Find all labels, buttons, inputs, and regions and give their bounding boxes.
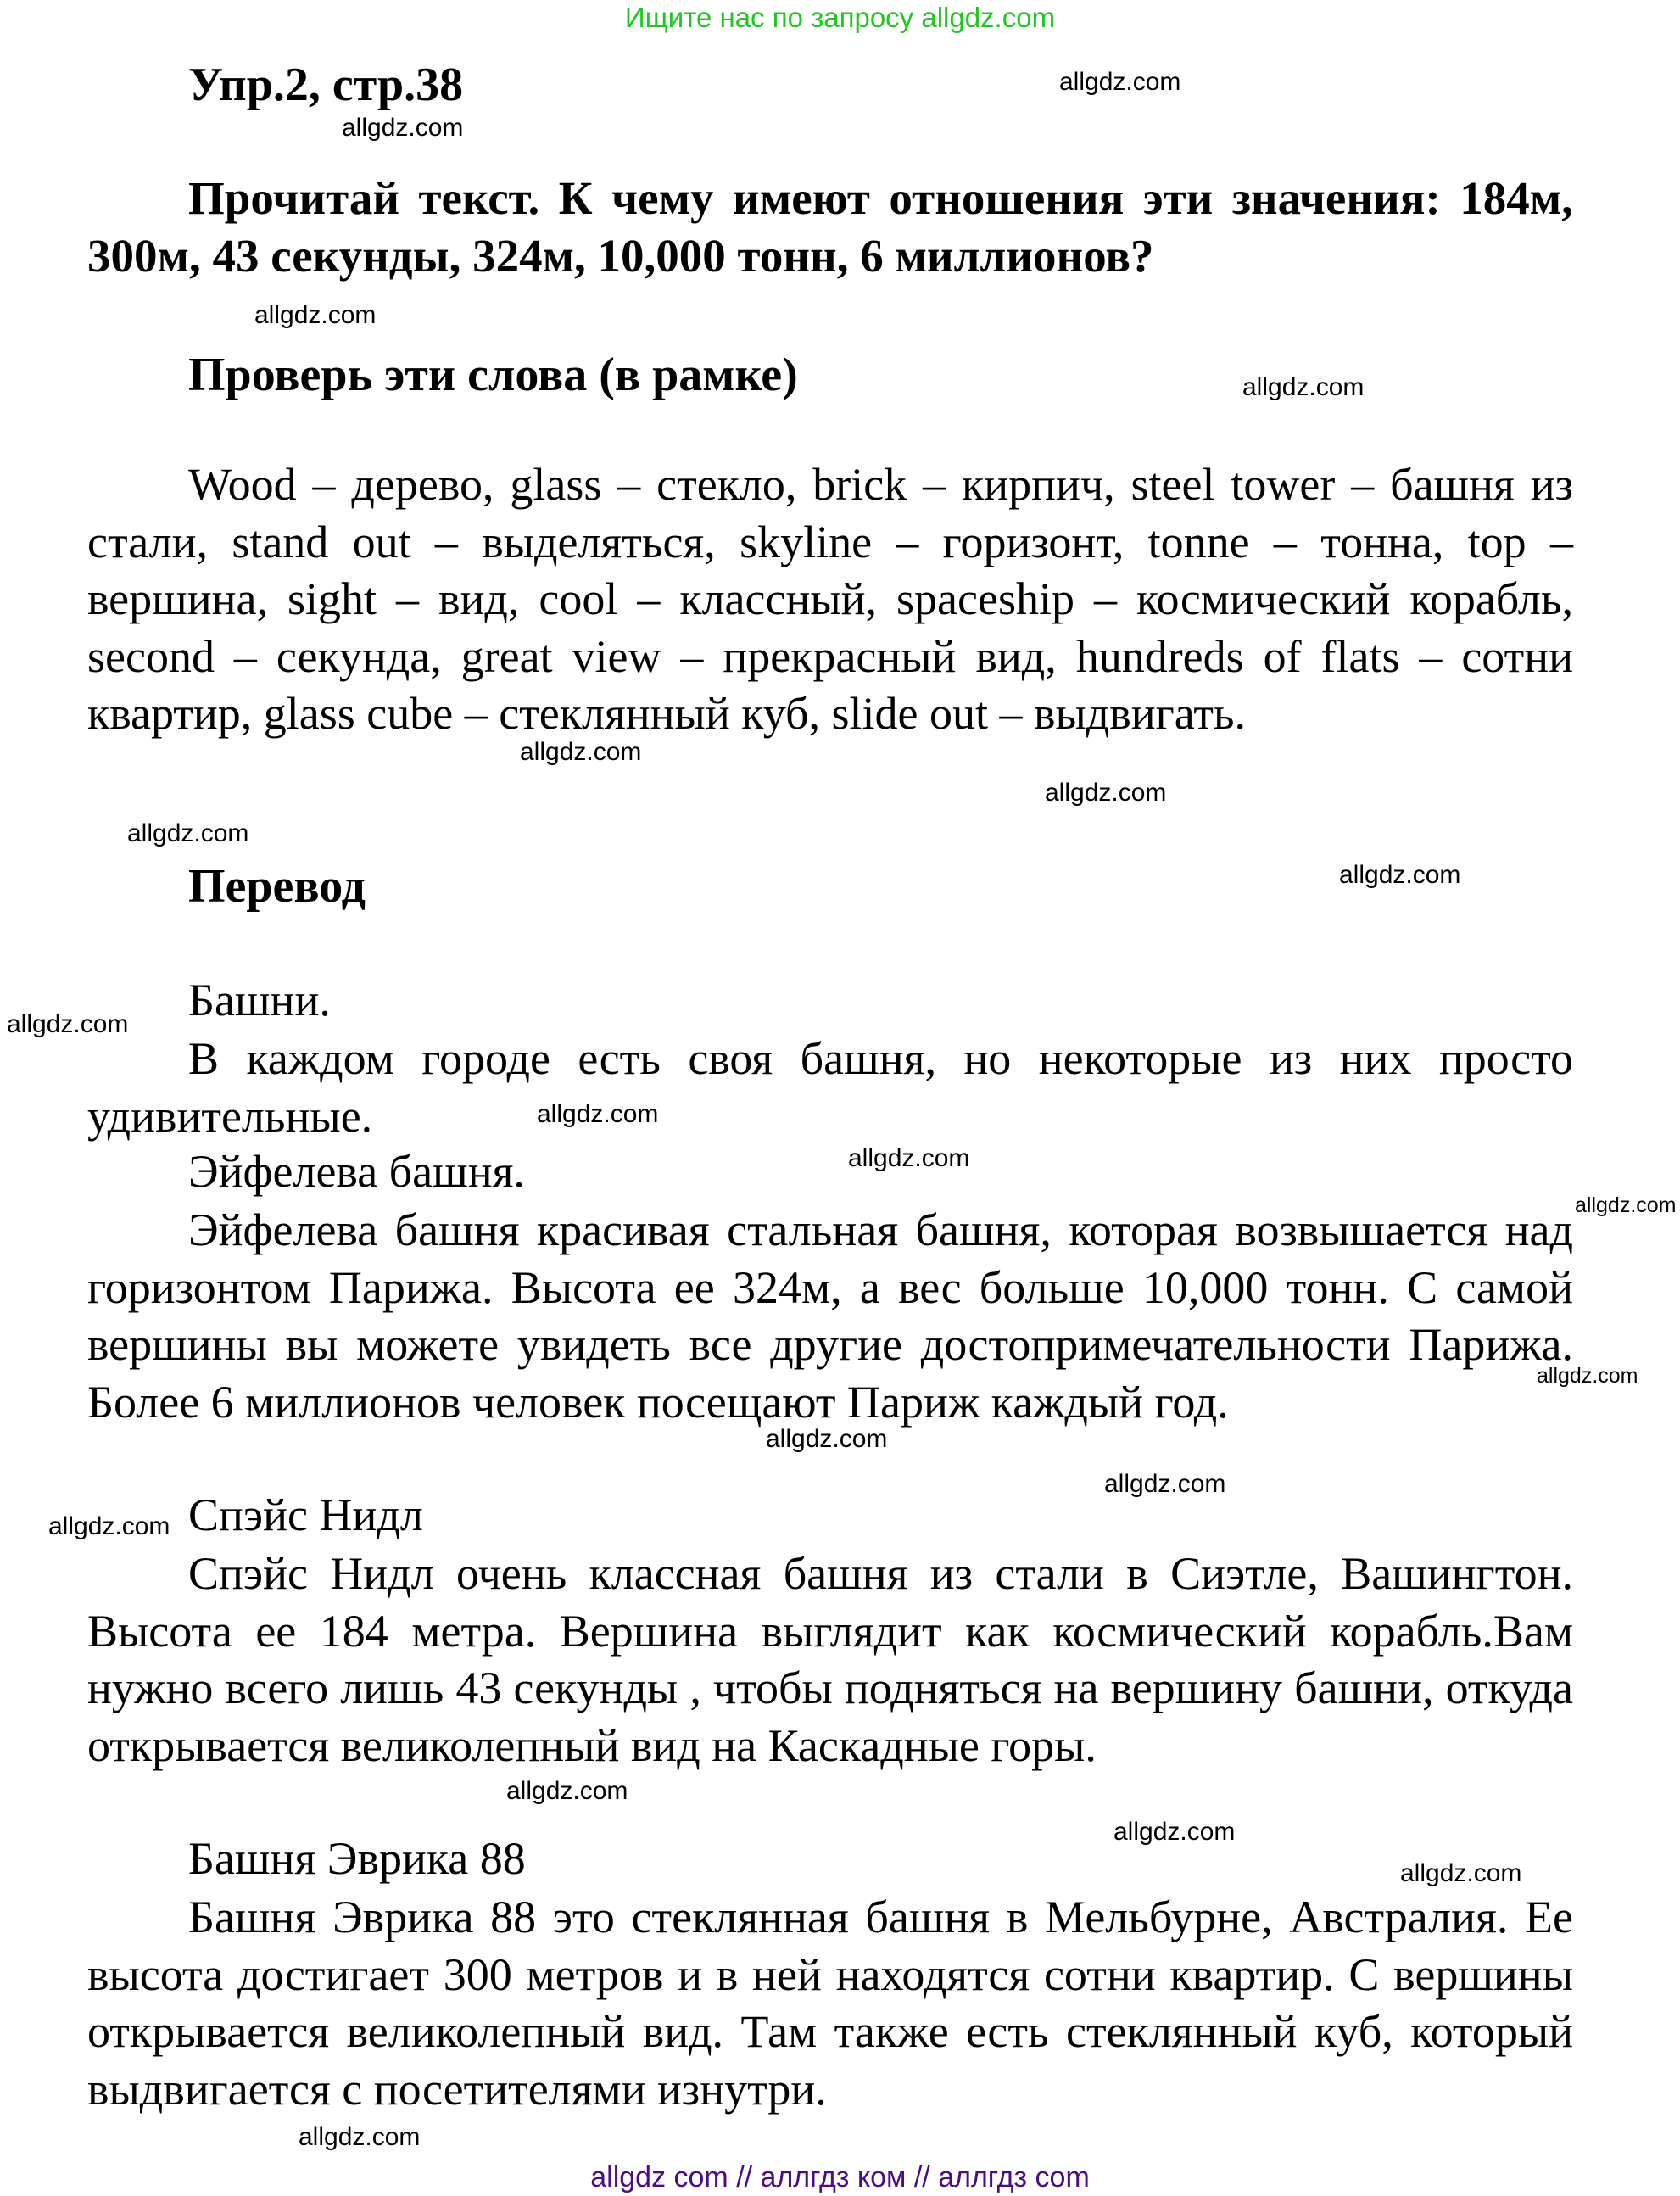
eiffel-title: Эйфелева башня. [188,1146,525,1197]
space-needle-text: Спэйс Нидл очень классная башня из стали в Сиэтле, Вашингтон. Высота ее 184 метра. Вершина выглядит как космический корабль.Вам нужно всего лишь 43 секунды , чтобы подняться на вершину башни, откуда открывается великолепный вид на Каскадные горы. [87,1548,1573,1771]
watermark: allgdz.com [1113,1818,1236,1846]
watermark: allgdz.com [1575,1193,1677,1217]
watermark: allgdz.com [520,738,642,766]
eureka-title: Башня Эврика 88 [188,1833,526,1884]
watermark: allgdz.com [848,1144,970,1172]
top-banner: Ищите нас по запросу allgdz.com [624,2,1056,33]
watermark: allgdz.com [254,301,377,329]
eureka-text: Башня Эврика 88 это стеклянная башня в Мельбурне, Австралия. Ее высота достигает 300 метров и в ней находятся сотни квартир. С вершины открывается великолепный вид. Там также есть стеклянный куб, который выдвигается с посетителями изнутри. [87,1891,1573,2115]
eiffel-text: Эйфелева башня красивая стальная башня, которая возвышается над горизонтом Парижа. Высота ее 324м, а вес больше 10,000 тонн. С самой вершины вы можете увидеть все другие достопримечательности Парижа. Более 6 миллионов человек посещают Париж каждый год. [87,1204,1573,1428]
space-needle-title: Спэйс Нидл [188,1489,423,1540]
bottom-banner: allgdz com // аллгдз ком // аллгдз com [590,2161,1090,2193]
translation-heading: Перевод [188,860,366,913]
watermark: allgdz.com [7,1010,129,1038]
watermark: allgdz.com [342,114,464,142]
watermark: allgdz.com [1537,1364,1638,1388]
watermark: allgdz.com [299,2123,421,2151]
watermark: allgdz.com [1339,861,1461,889]
vocabulary-text: Wood – дерево, glass – стекло, brick – кирпич, steel tower – башня из стали, stand out – выделяться, skyline – горизонт, tonne – тонна, top – вершина, sight – вид, cool – классный, spaceship – космический корабль, second – секунда, great view – прекрасный вид, hundreds of flats – сотни квартир, glass cube – стеклянный куб, slide out – выдвигать. [87,459,1573,739]
watermark: allgdz.com [1400,1859,1522,1887]
watermark: allgdz.com [127,819,249,847]
watermark: allgdz.com [48,1512,170,1540]
watermark: allgdz.com [537,1100,659,1128]
watermark: allgdz.com [1242,373,1365,401]
exercise-title: Упр.2, стр.38 [188,59,464,111]
watermark: allgdz.com [766,1425,888,1453]
task-text: Прочитай текст. К чему имеют отношения эти значения: 184м, 300м, 43 секунды, 324м, 10,000 тонн, 6 миллионов? [87,172,1573,282]
watermark: allgdz.com [1045,779,1167,807]
watermark: allgdz.com [1104,1470,1226,1498]
watermark: allgdz.com [506,1777,628,1805]
watermark: allgdz.com [1059,68,1181,96]
translation-intro: В каждом городе есть своя башня, но некоторые из них просто удивительные. [87,1033,1573,1142]
translation-title: Башни. [188,975,331,1025]
check-words-heading: Проверь эти слова (в рамке) [188,349,798,401]
